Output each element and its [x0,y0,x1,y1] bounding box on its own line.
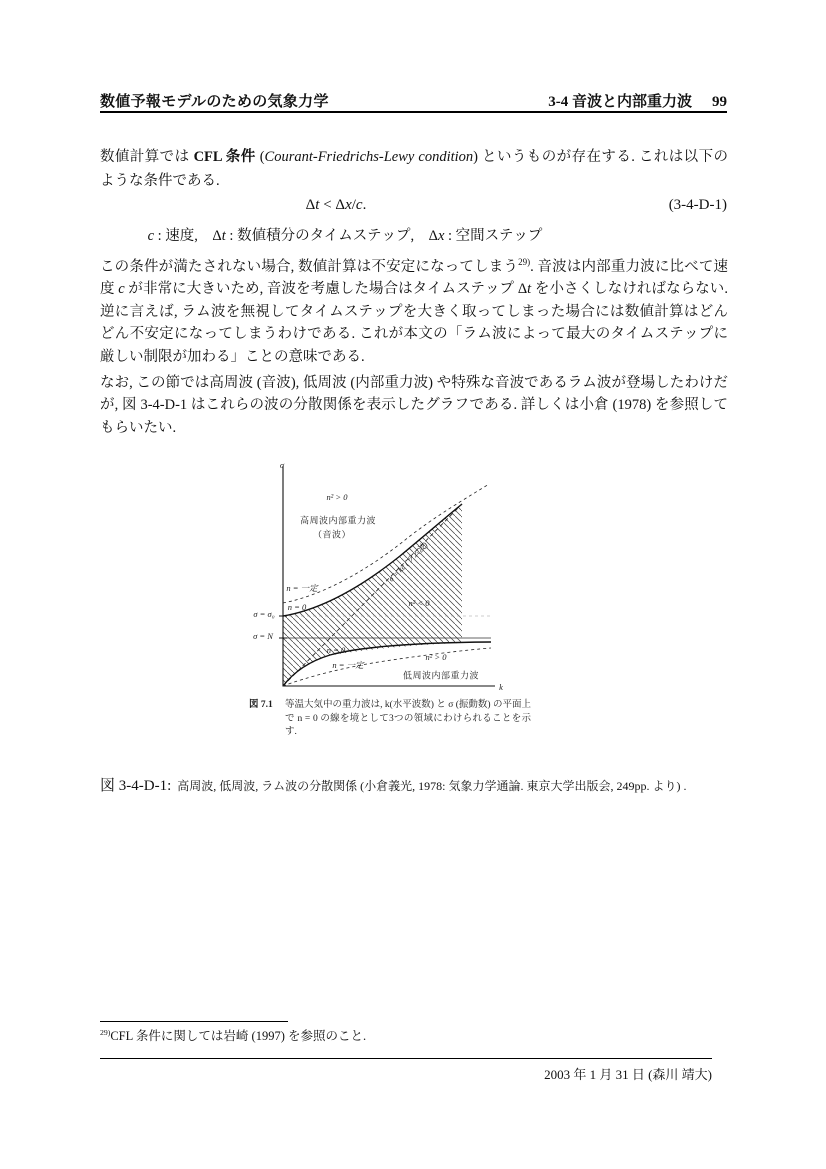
header-section-title: 3-4 音波と内部重力波 [548,94,692,110]
figure-caption-tag: 図 3-4-D-1: [100,778,172,794]
figure-inner-caption-text: 等温大気中の重力波は, k(水平波数) と σ (振動数) の平面上で n = 0 の線を境として3つの領域にわけられることを示す. [285,700,531,737]
paragraph-dispersion-ref: なお, この節では高周波 (音波), 低周波 (内部重力波) や特殊な音波であるラム波が登場したわけだが, 図 3-4-D-1 はこれらの波の分散関係を表示したグラフである. 詳しくは小倉 (1978) を参照してもらいたい. [100,375,728,436]
equation-legend: c : 速度, Δt : 数値積分のタイムステップ, Δx : 空間ステップ [147,228,543,244]
n0-upper-label: n = 0 [287,602,307,612]
figure-dispersion-diagram [245,456,535,756]
n-const-upper-label: n = 一定 [286,583,318,593]
n2-positive-bottom-label: n² > 0 [425,652,447,662]
y-axis-label: σ [279,460,285,470]
figure-inner-caption [249,699,531,740]
header-book-title: 数値予報モデルのための気象力学 [100,94,329,110]
footnote-rule [100,1021,288,1022]
footnote-text: CFL 条件に関しては岩崎 (1997) を参照のこと. [110,1029,367,1043]
header-section [100,90,727,111]
high-freq-region-label2: （音波） [312,529,352,540]
header-page-number: 99 [712,94,727,110]
n2-negative-label: n² < 0 [408,598,430,608]
footer-rule [100,1058,712,1059]
high-freq-region-label: 高周波内部重力波 [299,515,377,526]
lamb-wave-label: σ = kc (ラム波) [386,540,430,584]
n0-lower-label: n = 0 [326,645,346,655]
figure-inner-caption-tag: 図 7.1 [249,700,273,710]
equation-row [100,197,727,219]
footer-date: 2003 年 1 月 31 日 (森川 靖大) [544,1067,712,1082]
x-axis-label: k [499,682,503,692]
footnote [100,1026,727,1044]
equation-number: (3-4-D-1) [668,197,727,213]
n-const-lower-label: n = 一定 [332,660,364,670]
paragraph-instability: この条件が満たされない場合, 数値計算は不安定になってしまう$^{29)}$. 音波は内部重力波に比べて速度 c が非常に大きいため, 音波を考慮した場合はタイムステップ Δt を小さくしなければならない. 逆に言えば, ラム波を無視してタイムステップを大きく取ってしまった場合には数値計算はどんどん不安定になってしまうわけである. これが本文の「ラム波によって最大のタイムステップに厳しい制限が加わる」ことの意味である. [100,257,728,365]
sigmaN-axis-label: σ = N [253,631,273,641]
header-rule [100,111,727,113]
paragraph-cfl-intro: 数値計算では CFL 条件 (Courant-Friedrichs-Lewy condition) というものが存在する. これは以下のような条件である. [100,149,729,189]
low-freq-region-label: 低周波内部重力波 [402,670,480,681]
sigma0-axis-label: σ = σ₀ [253,609,275,619]
equation-cfl: Δt < Δx/c. [305,197,367,213]
footnote-marker: 29) [100,1027,111,1037]
figure-caption-text: 高周波, 低周波, ラム波の分散関係 (小倉義光, 1978: 気象力学通論. 東京大学出版会, 249pp. より) . [177,779,687,793]
figure-caption [100,774,740,795]
n2-positive-top-label: n² > 0 [326,492,348,502]
